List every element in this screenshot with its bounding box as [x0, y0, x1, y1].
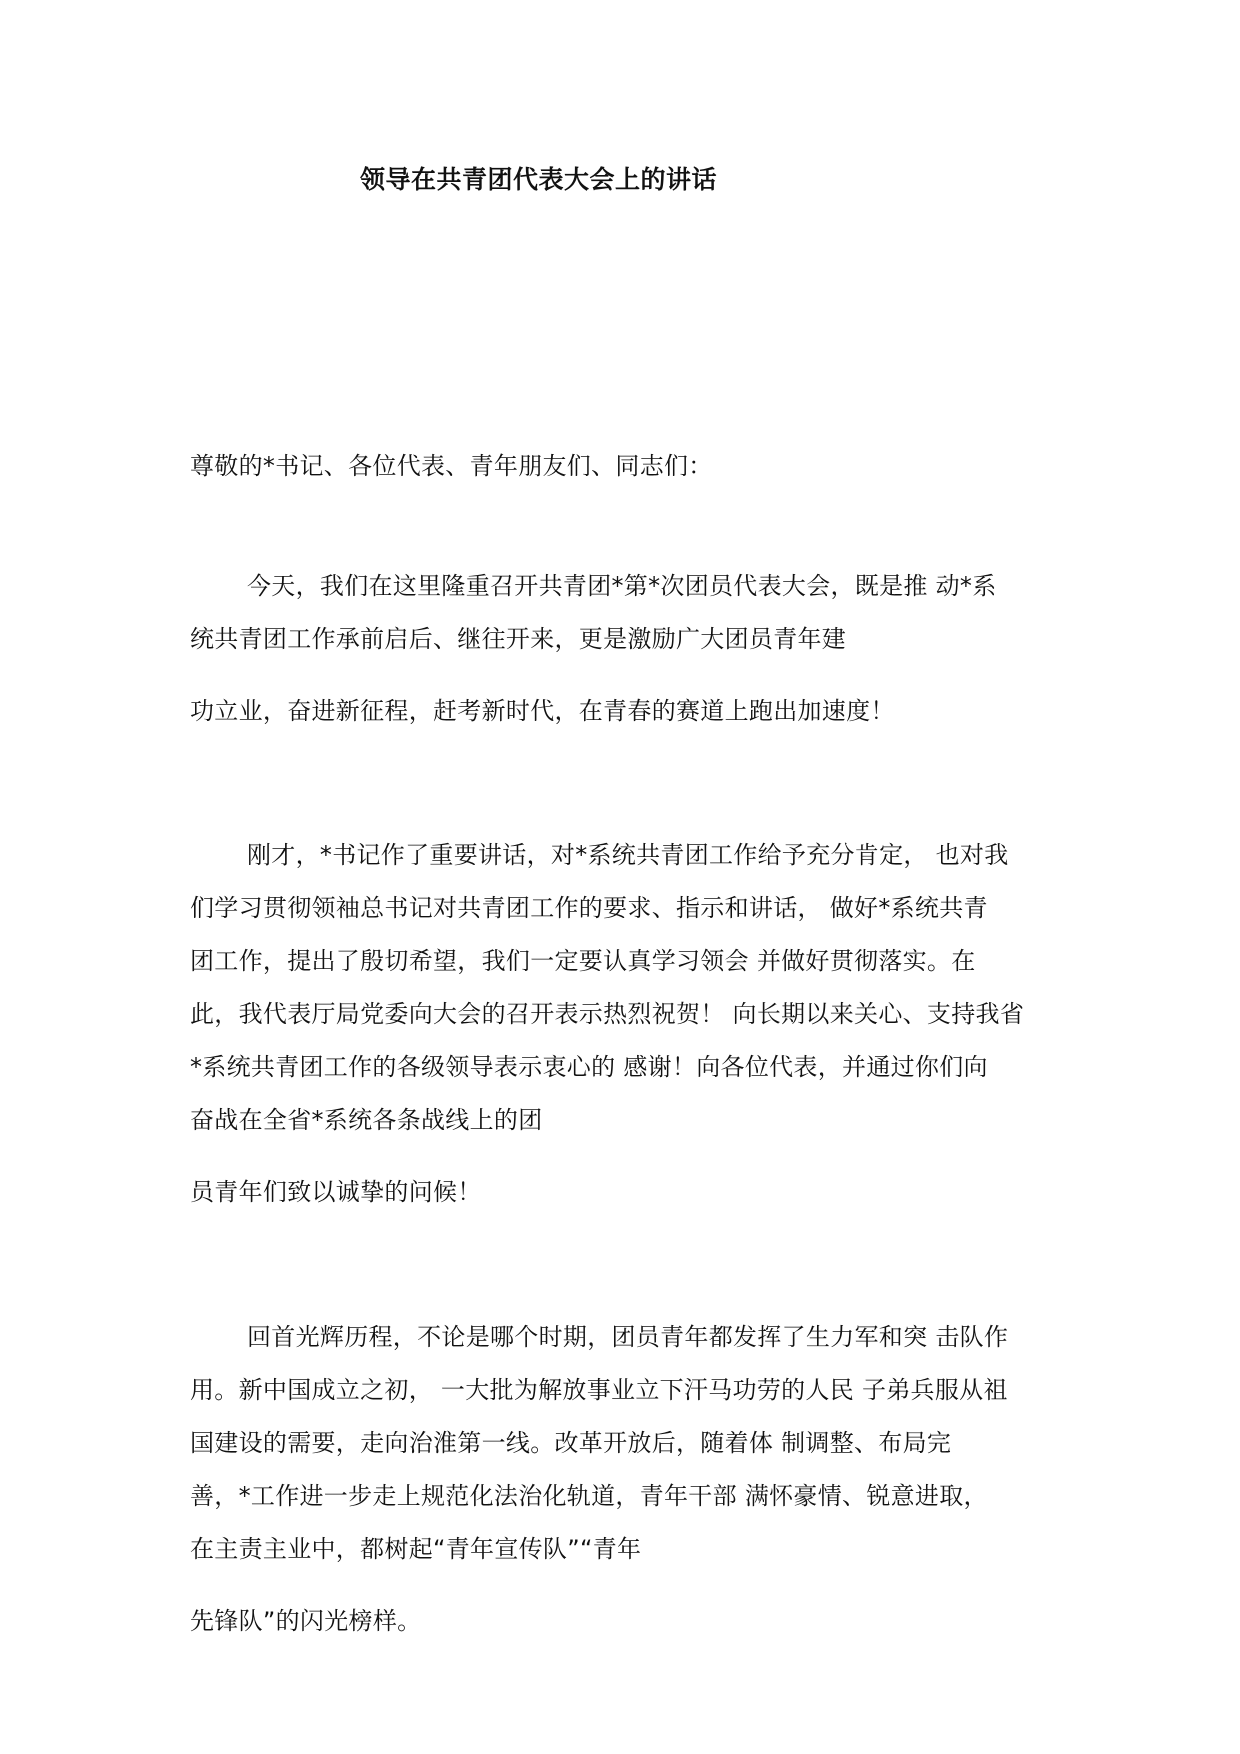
paragraph-1-line-3: 功立业，奋进新征程，赶考新时代，在青春的赛道上跑出加速度！: [190, 697, 895, 725]
paragraph-2-line-2: 们学习贯彻领袖总书记对共青团工作的要求、指示和讲话， 做好*系统共青: [190, 894, 988, 922]
paragraph-3-line-5: 在主责主业中，都树起“青年宣传队”“青年: [190, 1535, 642, 1563]
paragraph-3-line-1: 回首光辉历程，不论是哪个时期，团员青年都发挥了生力军和突 击队作: [247, 1323, 1009, 1351]
paragraph-1-line-1: 今天，我们在这里隆重召开共青团*第*次团员代表大会，既是推 动*系: [247, 572, 997, 600]
paragraph-2-line-7: 员青年们致以诚挚的问候！: [190, 1178, 482, 1206]
paragraph-2-line-4: 此，我代表厅局党委向大会的召开表示热烈祝贺！ 向长期以来关心、支持我省: [190, 1000, 1025, 1028]
paragraph-3-line-3: 国建设的需要，走向治淮第一线。改革开放后，随着体 制调整、布局完: [190, 1429, 952, 1457]
paragraph-2-line-3: 团工作，提出了殷切希望，我们一定要认真学习领会 并做好贯彻落实。在: [190, 947, 976, 975]
paragraph-1-line-2: 统共青团工作承前启后、继往开来，更是激励广大团员青年建: [190, 625, 847, 653]
paragraph-3-line-4: 善，*工作进一步走上规范化法治化轨道，青年干部 满怀豪情、锐意进取，: [190, 1482, 988, 1510]
paragraph-3-line-6: 先锋队”的闪光榜样。: [190, 1607, 422, 1635]
paragraph-2-line-6: 奋战在全省*系统各条战线上的团: [190, 1106, 543, 1134]
document-title: 领导在共青团代表大会上的讲话: [360, 165, 718, 194]
paragraph-3-line-2: 用。新中国成立之初， 一大批为解放事业立下汗马功劳的人民 子弟兵服从祖: [190, 1376, 1008, 1404]
paragraph-2-line-1: 刚才，*书记作了重要讲话，对*系统共青团工作给予充分肯定， 也对我: [247, 841, 1009, 869]
paragraph-2-line-5: *系统共青团工作的各级领导表示衷心的 感谢！向各位代表，并通过你们向: [190, 1053, 988, 1081]
salutation: 尊敬的*书记、各位代表、青年朋友们、同志们：: [190, 452, 713, 480]
